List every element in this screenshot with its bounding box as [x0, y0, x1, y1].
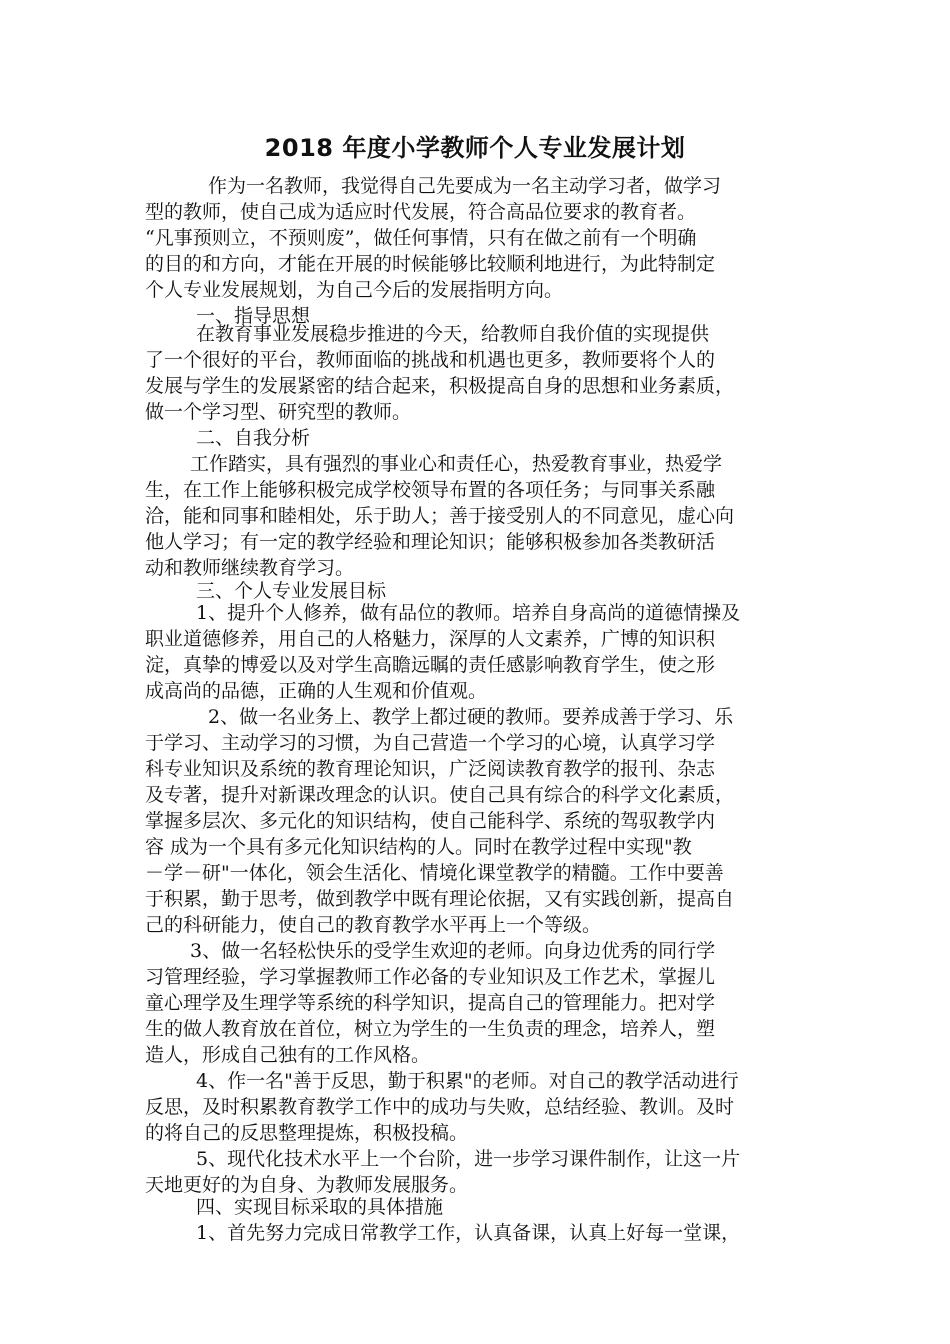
paragraph-line: 掌握多层次、多元化的知识结构，使自己能科学、系统的驾驭教学内: [145, 810, 716, 832]
paragraph-line: 于积累，勤于思考，做到教学中既有理论依据，又有实践创新，提高自: [145, 888, 735, 910]
paragraph-line: 反思，及时积累教育教学工作中的成功与失败，总结经验、教训。及时: [145, 1096, 735, 1118]
paragraph-line: 生，在工作上能够积极完成学校领导布置的各项任务；与同事关系融: [145, 479, 716, 501]
paragraph-line: “凡事预则立，不预则废”，做任何事情，只有在做之前有一个明确: [145, 227, 697, 249]
paragraph-line: 的将自己的反思整理提炼，积极投稿。: [145, 1122, 469, 1144]
section-heading: 三、个人专业发展目标: [196, 580, 387, 602]
paragraph-line: 成高尚的品德，正确的人生观和价值观。: [145, 680, 488, 702]
paragraph-line: 1、提升个人修养，做有品位的教师。培养自身高尚的道德情操及: [196, 602, 741, 624]
paragraph-line: 做一个学习型、研究型的教师。: [145, 401, 412, 423]
paragraph-line: 他人学习；有一定的教学经验和理论知识；能够积极参加各类教研活: [145, 531, 716, 553]
paragraph-line: 在教育事业发展稳步推进的今天，给教师自我价值的实现提供: [196, 323, 710, 345]
paragraph-line: 洽，能和同事和睦相处，乐于助人；善于接受别人的不同意见，虚心向: [145, 505, 735, 527]
paragraph-line: 的目的和方向，才能在开展的时候能够比较顺利地进行，为此特制定: [145, 253, 716, 275]
paragraph-line: 4、作一名"善于反思，勤于积累"的老师。对自己的教学活动进行: [196, 1070, 739, 1092]
paragraph-line: 童心理学及生理学等系统的科学知识，提高自己的管理能力。把对学: [145, 992, 716, 1014]
paragraph-line: 容 成为一个具有多元化知识结构的人。同时在教学过程中实现"教: [145, 836, 692, 858]
paragraph-line: 个人专业发展规划，为自己今后的发展指明方向。: [145, 279, 564, 301]
paragraph-line: 及专著，提升对新课改理念的认识。使自己具有综合的科学文化素质，: [145, 784, 735, 806]
paragraph-line: －学－研"一体化，领会生活化、情境化课堂教学的精髓。工作中要善: [145, 862, 724, 884]
paragraph-line: 习管理经验，学习掌握教师工作必备的专业知识及工作艺术，掌握儿: [145, 966, 716, 988]
paragraph-line: 职业道德修养，用自己的人格魅力，深厚的人文素养，广博的知识积: [145, 628, 716, 650]
section-heading: 一、指导思想: [196, 305, 311, 327]
paragraph-line: 天地更好的为自身、为教师发展服务。: [145, 1174, 469, 1196]
section-heading: 四、实现目标采取的具体措施: [196, 1196, 444, 1218]
paragraph-line: 作为一名教师，我觉得自己先要成为一名主动学习者，做学习: [208, 175, 722, 197]
paragraph-line: 5、现代化技术水平上一个台阶，进一步学习课件制作，让这一片: [196, 1148, 741, 1170]
paragraph-line: 1、首先努力完成日常教学工作，认真备课，认真上好每一堂课，: [196, 1222, 741, 1244]
paragraph-line: 己的科研能力，使自己的教育教学水平再上一个等级。: [145, 914, 602, 936]
section-heading: 二、自我分析: [196, 427, 311, 449]
paragraph-line: 于学习、主动学习的习惯，为自己营造一个学习的心境，认真学习学: [145, 732, 716, 754]
paragraph-line: 发展与学生的发展紧密的结合起来，积极提高自身的思想和业务素质，: [145, 375, 735, 397]
paragraph-line: 了一个很好的平台，教师面临的挑战和机遇也更多，教师要将个人的: [145, 349, 716, 371]
paragraph-line: 淀，真挚的博爱以及对学生高瞻远瞩的责任感影响教育学生，使之形: [145, 654, 716, 676]
paragraph-line: 生的做人教育放在首位，树立为学生的一生负责的理念，培养人，塑: [145, 1018, 716, 1040]
paragraph-line: 工作踏实，具有强烈的事业心和责任心，热爱教育事业，热爱学: [190, 453, 723, 475]
paragraph-line: 2、做一名业务上、教学上都过硬的教师。要养成善于学习、乐: [208, 706, 734, 728]
document-title: 2018 年度小学教师个人专业发展计划: [264, 134, 686, 162]
paragraph-line: 型的教师，使自己成为适应时代发展，符合高品位要求的教育者。: [145, 201, 697, 223]
paragraph-line: 造人，形成自己独有的工作风格。: [145, 1044, 431, 1066]
paragraph-line: 3、做一名轻松快乐的受学生欢迎的老师。向身边优秀的同行学: [190, 940, 716, 962]
paragraph-line: 动和教师继续教育学习。: [145, 557, 355, 579]
paragraph-line: 科专业知识及系统的教育理论知识，广泛阅读教育教学的报刊、杂志: [145, 758, 716, 780]
